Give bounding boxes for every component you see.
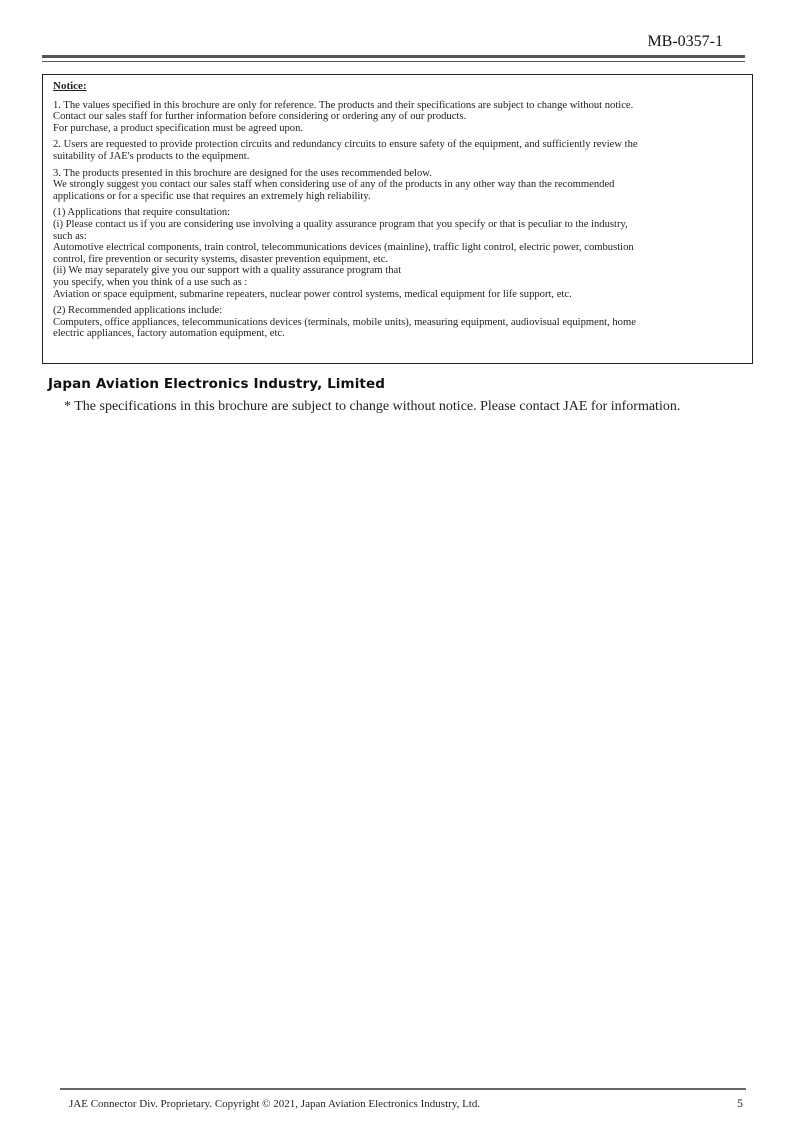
notice-box <box>42 74 753 364</box>
notice-line: (1) Applications that require consultation: <box>53 207 231 219</box>
notice-title: Notice: <box>53 80 87 92</box>
notice-line: such as: <box>53 230 87 242</box>
notice-line: (i) Please contact us if you are considering use involving a quality assurance program that you specify or that is peculiar to the industry, <box>53 218 628 230</box>
notice-line: suitability of JAE's products to the equipment. <box>53 150 250 162</box>
notice-line: control, fire prevention or security systems, disaster prevention equipment, etc. <box>53 253 389 265</box>
notice-paragraph-3 <box>53 168 742 203</box>
notice-line: Automotive electrical components, train control, telecommunications devices (mainline), traffic light control, electric power, combustion <box>53 242 634 254</box>
document-number: MB-0357-1 <box>647 33 723 50</box>
notice-line: 1. The values specified in this brochure are only for reference. The products and their specifications are subject to change without notice. <box>53 99 634 111</box>
notice-line: We strongly suggest you contact our sales staff when considering use of any of the products in any other way than the recommended <box>53 179 615 191</box>
notice-line: Aviation or space equipment, submarine repeaters, nuclear power control systems, medical equipment for life support, etc. <box>53 288 572 300</box>
company-logotype: Japan Aviation Electronics Industry, Limited <box>48 376 385 392</box>
notice-paragraph-1 <box>53 100 742 135</box>
header-rule-thick <box>42 55 745 58</box>
notice-line: applications or for a specific use that requires an extremely high reliability. <box>53 190 371 202</box>
notice-paragraph-5 <box>53 305 742 340</box>
notice-paragraph-4 <box>53 207 742 300</box>
notice-line: 3. The products presented in this brochure are designed for the uses recommended below. <box>53 167 432 179</box>
notice-line: 2. Users are requested to provide protection circuits and redundancy circuits to ensure safety of the equipment, and sufficiently review the <box>53 139 638 151</box>
footer-copyright: JAE Connector Div. Proprietary. Copyright © 2021, Japan Aviation Electronics Industry, Ltd. <box>69 1098 481 1110</box>
page-number: 5 <box>737 1096 743 1110</box>
notice-line: (ii) We may separately give you our support with a quality assurance program that <box>53 265 402 277</box>
footer-rule <box>60 1088 746 1090</box>
notice-line: (2) Recommended applications include: <box>53 305 223 317</box>
notice-line: For purchase, a product specification must be agreed upon. <box>53 122 304 134</box>
notice-line: you specify, when you think of a use such as : <box>53 276 248 288</box>
notice-line: Contact our sales staff for further information before considering or ordering any of our products. <box>53 111 467 123</box>
specification-note: * The specifications in this brochure are subject to change without notice. Please contact JAE for information. <box>64 399 681 414</box>
notice-line: electric appliances, factory automation equipment, etc. <box>53 328 285 340</box>
notice-line: Computers, office appliances, telecommunications devices (terminals, mobile units), measuring equipment, audiovisual equipment, home <box>53 316 636 328</box>
notice-paragraph-2 <box>53 139 742 162</box>
header-rule-thin <box>42 61 745 62</box>
